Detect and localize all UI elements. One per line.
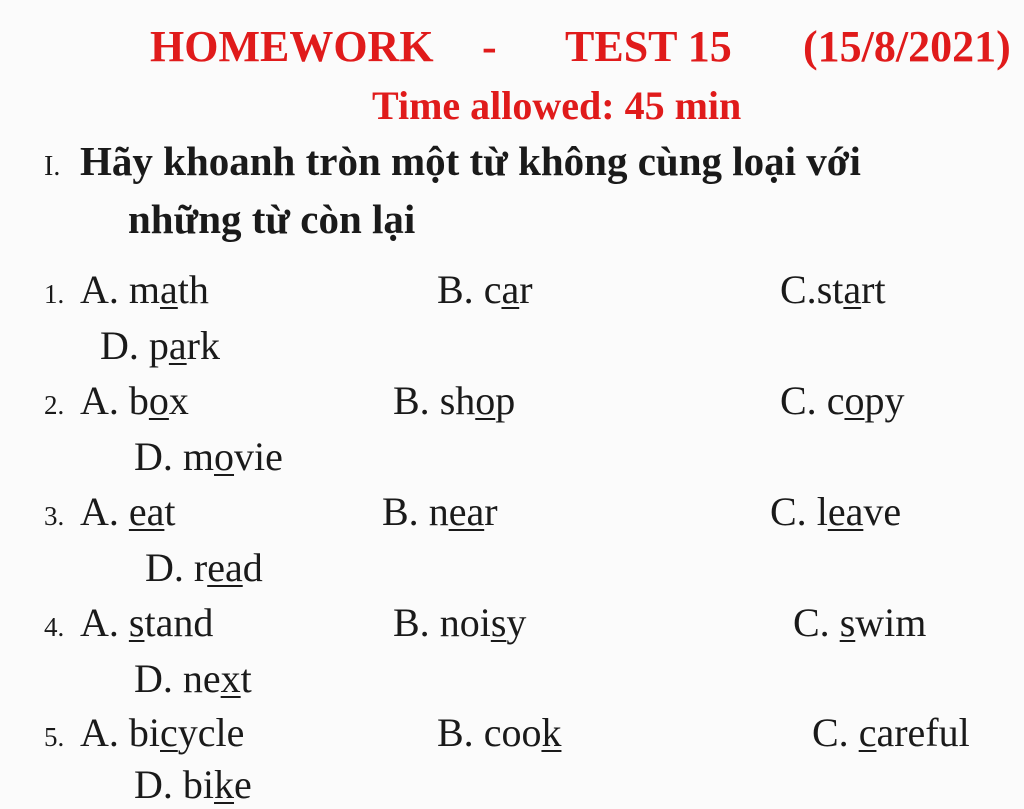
section-instruction-line2: những từ còn lại [128,196,416,242]
question-number: 1. [44,279,65,309]
option-b: B. near [382,489,498,534]
section-number: I. [44,151,61,182]
option-c: C.start [780,267,886,312]
option-d: D. read [145,545,263,590]
option-c: C. careful [812,710,970,755]
option-a: A. eat [80,489,176,534]
question-number: 4. [44,612,65,642]
option-b: B. car [437,267,533,312]
question-number: 2. [44,390,65,420]
option-d: D. park [100,323,220,368]
section-instruction-line1: Hãy khoanh tròn một từ không cùng loại với [80,138,861,184]
option-b: B. shop [393,378,516,423]
option-a: A. stand [80,600,214,645]
option-d: D. bike [134,762,252,807]
option-a: A. math [80,267,209,312]
option-c: C. copy [780,378,905,423]
question-number: 5. [44,722,65,752]
option-b: B. cook [437,710,562,755]
title-test: TEST 15 [565,22,732,71]
option-d: D. next [134,656,252,701]
question-number: 3. [44,501,65,531]
option-c: C. leave [770,489,902,534]
title-dash: - [482,22,497,71]
option-d: D. movie [134,434,283,479]
option-c: C. swim [793,600,927,645]
option-a: A. box [80,378,189,423]
title-homework: HOMEWORK [150,22,434,71]
option-a: A. bicycle [80,710,245,755]
time-allowed: Time allowed: 45 min [372,83,742,128]
option-b: B. noisy [393,600,527,645]
title-date: (15/8/2021) [803,22,1011,71]
